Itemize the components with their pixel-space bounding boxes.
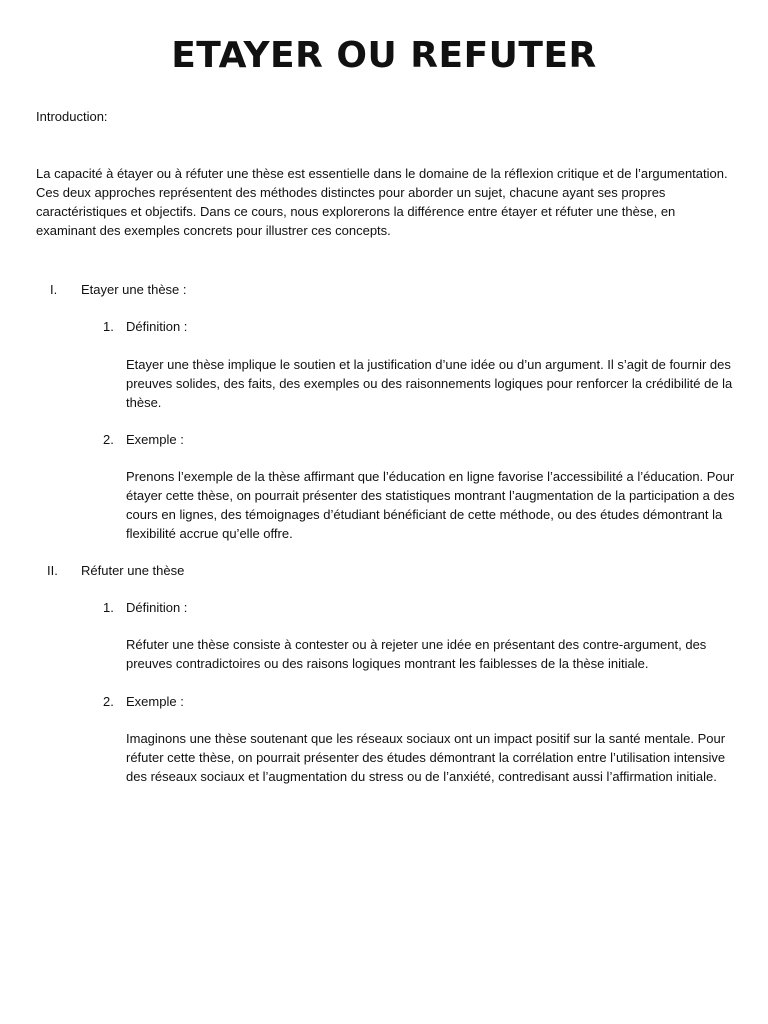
intro-paragraph: La capacité à étayer ou à réfuter une thèse est essentielle dans le domaine de la réflexion critique et de l’argumentation. Ces deux approches représentent des méthodes distinctes pour aborder un sujet, chacune ayant ses propres caractéristiques et objectifs. Dans ce cours, nous explorerons la différence entre étayer et réfuter une thèse, en examinant des exemples concrets pour illustrer ces concepts. [36,166,728,238]
list-item-number: 1. [103,319,114,334]
section-heading: Etayer une thèse : [81,282,187,297]
list-item-body: Etayer une thèse implique le soutien et la justification d’une idée ou d’un argument. Il s’agit de fournir des preuves solides, des faits, des exemples ou des raisonnements logiques pour renforcer la crédibilité de la thèse. [126,357,733,410]
section-numeral: I. [50,282,58,297]
list-item-body: Réfuter une thèse consiste à contester ou à rejeter une idée en présentant des contre-argument, des preuves contradictoires ou des raisons logiques montrant les faiblesses de la thèse initiale. [126,637,707,671]
list-item-number: 2. [103,694,114,709]
intro-label: Introduction: [36,109,108,124]
list-item-number: 1. [103,600,114,615]
section-heading: Réfuter une thèse [81,563,185,578]
list-item-heading: Exemple : [126,432,184,447]
list-item-body: Prenons l’exemple de la thèse affirmant que l’éducation en ligne favorise l’accessibilité a l’éducation. Pour étayer cette thèse, on pourrait présenter des statistiques montrant l’augmentation de la participation a des cours en lignes, des témoignages d’étudiant bénéficiant de cette méthode, ou des études démontrant la flexibilité accrue qu’elle offre. [126,469,735,541]
section-numeral: II. [47,563,58,578]
list-item-body: Imaginons une thèse soutenant que les réseaux sociaux ont un impact positif sur la santé mentale. Pour réfuter cette thèse, on pourrait présenter des études démontrant la corrélation entre l’utilisation intensive des réseaux sociaux et l’augmentation du stress ou de l’anxiété, contredisant aussi l’affirmation initiale. [126,731,726,784]
list-item-heading: Exemple : [126,694,184,709]
list-item-heading: Définition : [126,600,188,615]
list-item-number: 2. [103,432,114,447]
document-title: ETAYER OU REFUTER [171,35,597,76]
list-item-heading: Définition : [126,319,188,334]
